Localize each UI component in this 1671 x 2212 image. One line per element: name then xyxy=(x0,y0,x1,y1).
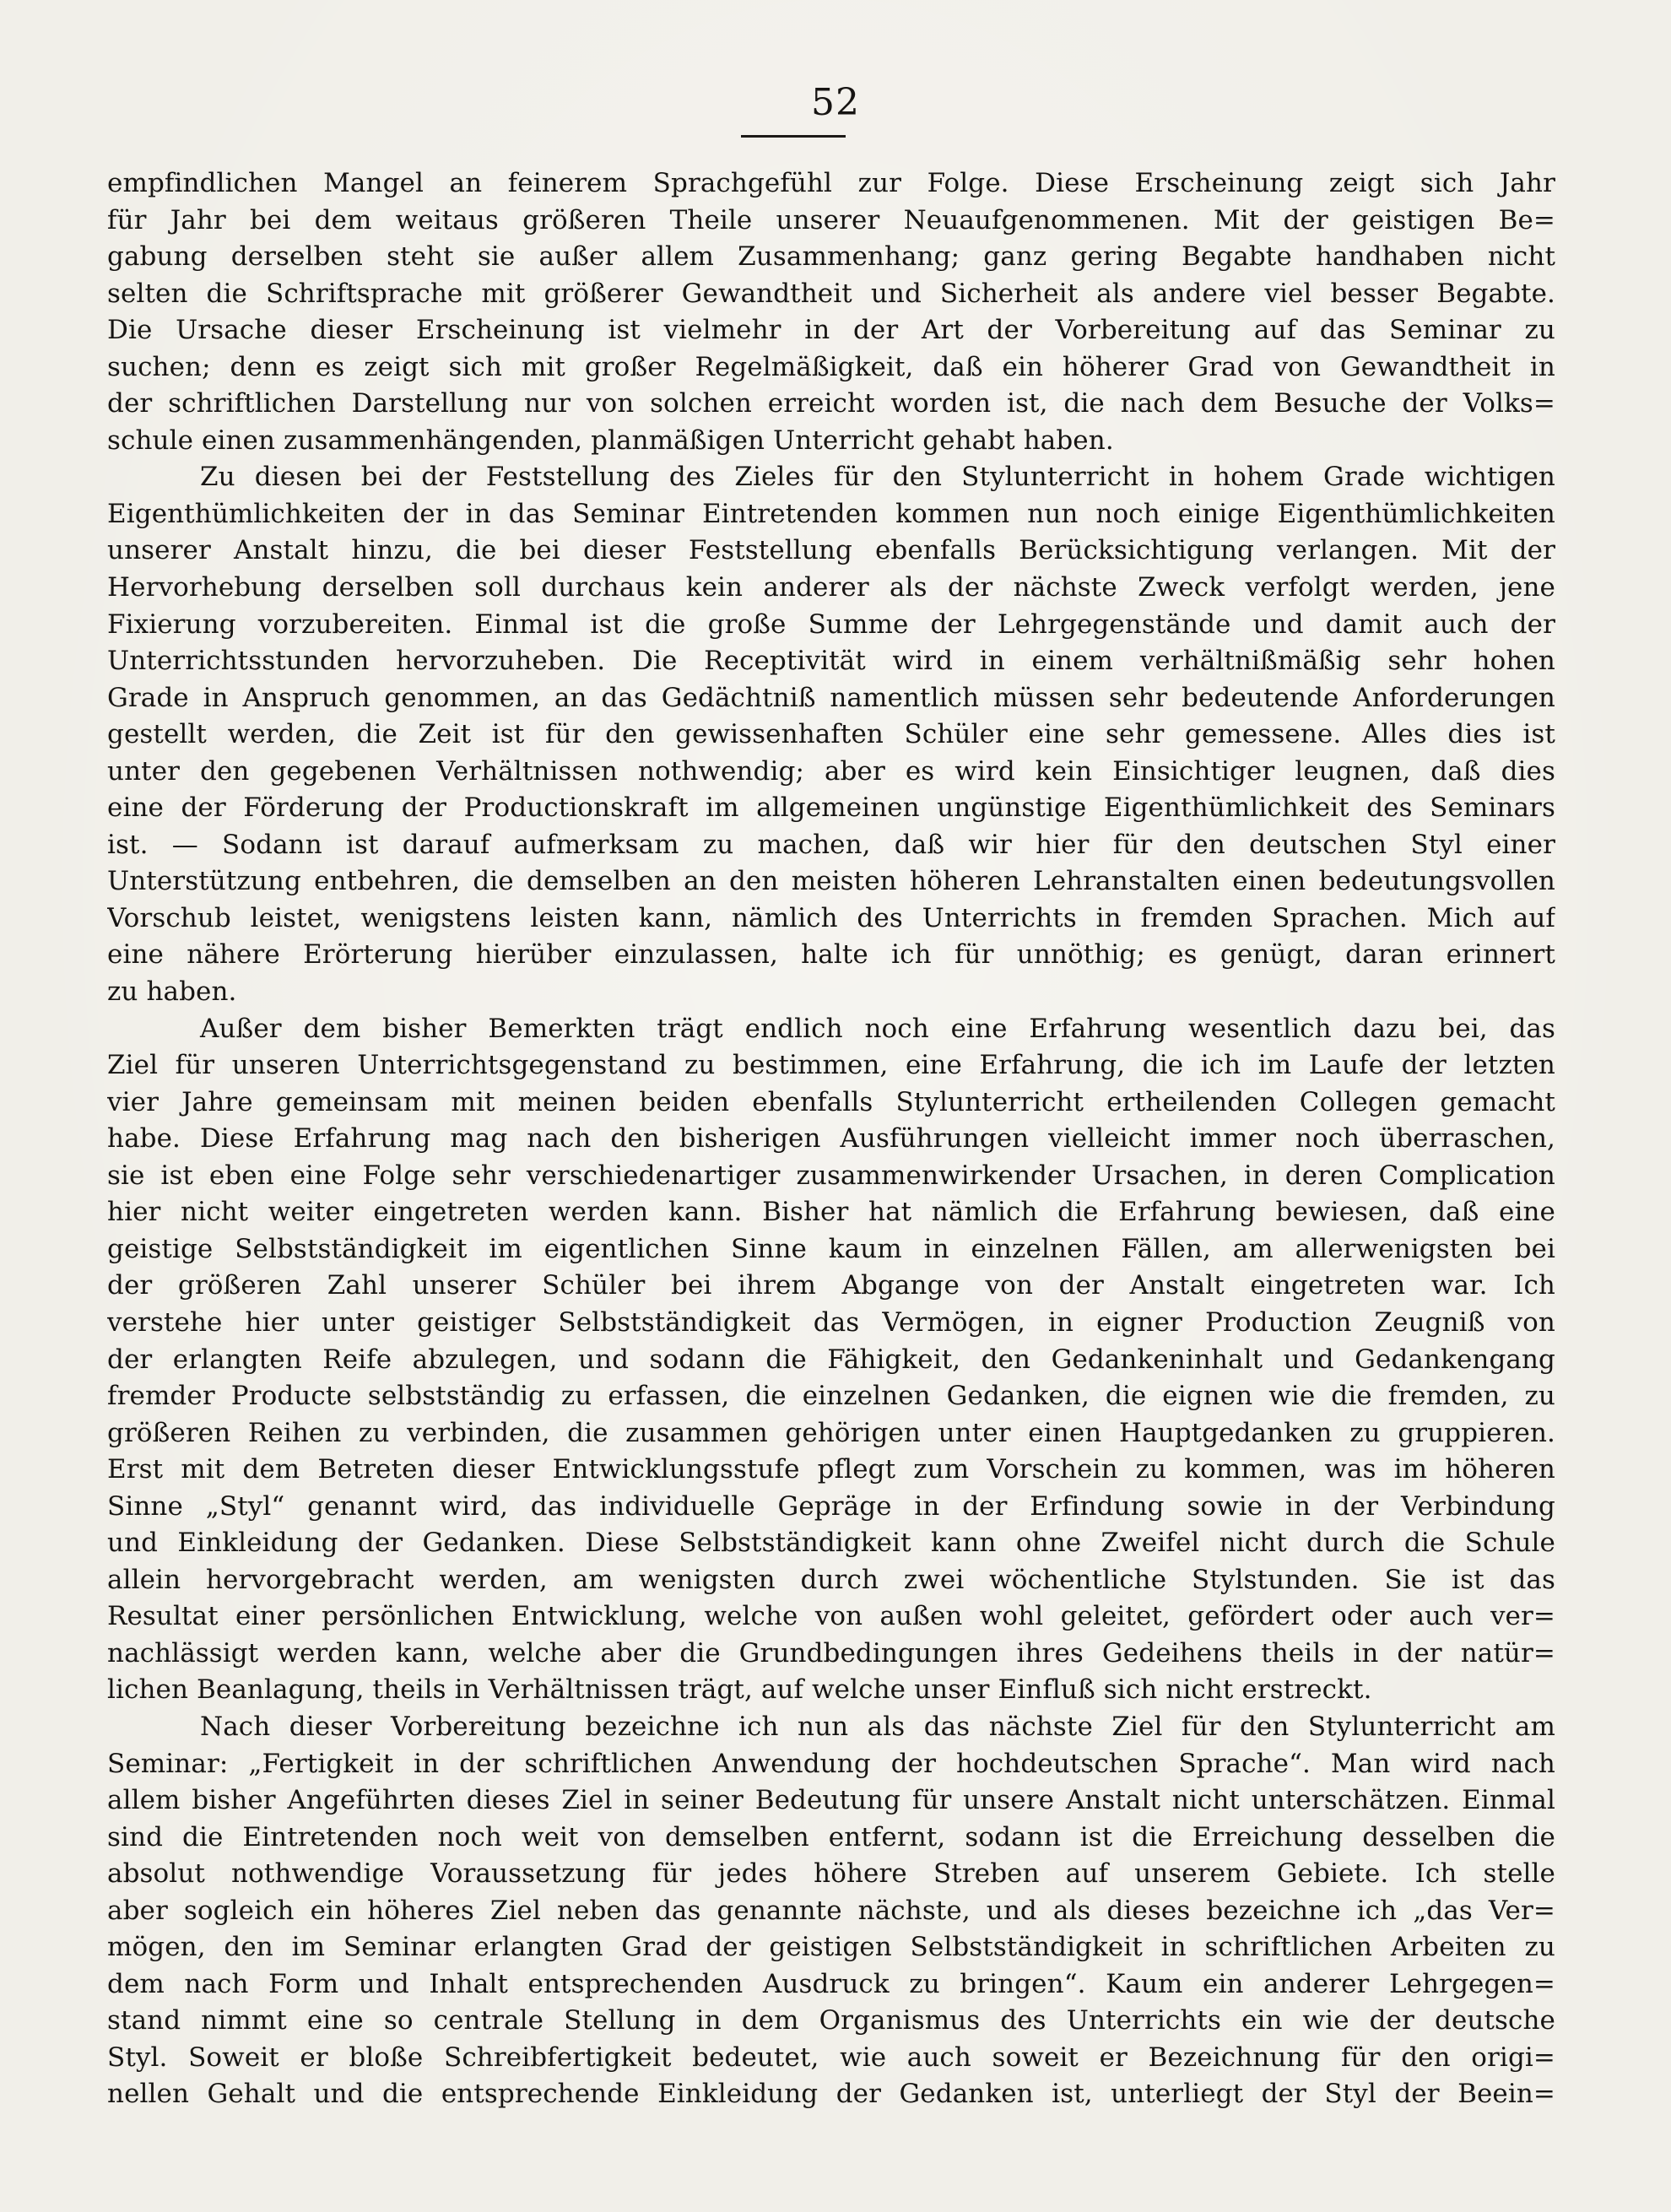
text-line: Seminar: „Fertigkeit in der schriftlichen Anwendung der hochdeutschen Sprache“. Man wird nach xyxy=(107,1748,1555,1779)
text-line: der erlangten Reife abzulegen, und sodann die Fähigkeit, den Gedankeninhalt und Gedankengang xyxy=(107,1344,1555,1375)
text-line: schule einen zusammenhängenden, planmäßigen Unterricht gehabt haben. xyxy=(107,425,1114,456)
text-line: habe. Diese Erfahrung mag nach den bisherigen Ausführungen vielleicht immer noch überraschen, xyxy=(107,1123,1555,1155)
text-line: Ziel für unseren Unterrichtsgegenstand zu bestimmen, eine Erfahrung, die ich im Laufe der letzten xyxy=(107,1050,1555,1081)
text-line: Außer dem bisher Bemerkten trägt endlich noch eine Erfahrung wesentlich dazu bei, das xyxy=(200,1013,1555,1044)
text-line: der größeren Zahl unserer Schüler bei ihrem Abgange von der Anstalt eingetreten war. Ich xyxy=(107,1270,1555,1301)
text-line: suchen; denn es zeigt sich mit großer Regelmäßigkeit, daß ein höherer Grad von Gewandtheit in xyxy=(107,351,1555,382)
text-line: empfindlichen Mangel an feinerem Sprachgefühl zur Folge. Diese Erscheinung zeigt sich Jahr xyxy=(107,168,1555,198)
text-line: größeren Reihen zu verbinden, die zusammen gehörigen unter einen Hauptgedanken zu gruppieren. xyxy=(107,1417,1555,1448)
text-line: Vorschub leistet, wenigstens leisten kann, nämlich des Unterrichts in fremden Sprachen. Mich auf xyxy=(107,902,1555,933)
text-line: aber sogleich ein höheres Ziel neben das genannte nächste, und als dieses bezeichne ich „das Ver= xyxy=(107,1895,1555,1926)
text-line: unter den gegebenen Verhältnissen nothwendig; aber es wird kein Einsichtiger leugnen, daß dies xyxy=(107,755,1555,787)
text-line: Zu diesen bei der Feststellung des Zieles für den Stylunterricht in hohem Grade wichtigen xyxy=(200,462,1555,493)
text-line: und Einkleidung der Gedanken. Diese Selbstständigkeit kann ohne Zweifel nicht durch die Schule xyxy=(107,1528,1555,1559)
text-line: Styl. Soweit er bloße Schreibfertigkeit bedeutet, wie auch soweit er Bezeichnung für den origi= xyxy=(107,2042,1555,2073)
text-line: gabung derselben steht sie außer allem Zusammenhang; ganz gering Begabte handhaben nicht xyxy=(107,241,1555,273)
text-line: Grade in Anspruch genommen, an das Gedächtniß namentlich müssen sehr bedeutende Anforderungen xyxy=(107,682,1555,713)
text-line: nachlässigt werden kann, welche aber die Grundbedingungen ihres Gedeihens theils in der natür= xyxy=(107,1637,1555,1668)
text-line: gestellt werden, die Zeit ist für den gewissenhaften Schüler eine sehr gemessene. Alles dies ist xyxy=(107,719,1555,750)
text-line: für Jahr bei dem weitaus größeren Theile unserer Neuaufgenommenen. Mit der geistigen Be= xyxy=(107,204,1555,235)
text-line: mögen, den im Seminar erlangten Grad der geistigen Selbstständigkeit in schriftlichen Arbeiten zu xyxy=(107,1932,1555,1963)
text-line: Sinne „Styl“ genannt wird, das individuelle Gepräge in der Erfindung sowie in der Verbindung xyxy=(107,1490,1555,1522)
text-line: fremder Producte selbstständig zu erfassen, die einzelnen Gedanken, die eignen wie die fremden, zu xyxy=(107,1381,1555,1412)
body-text xyxy=(107,165,1555,2113)
text-line: Eigenthümlichkeiten der in das Seminar Eintretenden kommen nun noch einige Eigenthümlichkeiten xyxy=(107,498,1555,529)
text-line: Unterrichtsstunden hervorzuheben. Die Receptivität wird in einem verhältnißmäßig sehr hohen xyxy=(107,646,1555,677)
text-line: geistige Selbstständigkeit im eigentlichen Sinne kaum in einzelnen Fällen, am allerwenigsten bei xyxy=(107,1233,1555,1264)
text-line: eine nähere Erörterung hierüber einzulassen, halte ich für unnöthig; es genügt, daran erinnert xyxy=(107,939,1555,971)
page-number: 52 xyxy=(811,81,860,124)
text-line: ist. — Sodann ist darauf aufmerksam zu machen, daß wir hier für den deutschen Styl einer xyxy=(107,829,1555,860)
text-line: stand nimmt eine so centrale Stellung in dem Organismus des Unterrichts ein wie der deutsche xyxy=(107,2005,1555,2036)
text-line: nellen Gehalt und die entsprechende Einkleidung der Gedanken ist, unterliegt der Styl der Beein= xyxy=(107,2079,1555,2110)
text-line: Unterstützung entbehren, die demselben an den meisten höheren Lehranstalten einen bedeutungsvollen xyxy=(107,866,1555,897)
text-line: der schriftlichen Darstellung nur von solchen erreicht worden ist, die nach dem Besuche der Volks= xyxy=(107,388,1555,419)
text-line: Fixierung vorzubereiten. Einmal ist die große Summe der Lehrgegenstände und damit auch der xyxy=(107,608,1555,640)
text-line: verstehe hier unter geistiger Selbstständigkeit das Vermögen, in eigner Production Zeugniß von xyxy=(107,1306,1555,1338)
text-line: Hervorhebung derselben soll durchaus kein anderer als der nächste Zweck verfolgt werden, jene xyxy=(107,572,1555,603)
text-line: sind die Eintretenden noch weit von demselben entfernt, sodann ist die Erreichung desselben die xyxy=(107,1821,1555,1852)
text-line: unserer Anstalt hinzu, die bei dieser Feststellung ebenfalls Berücksichtigung verlangen. Mit der xyxy=(107,535,1555,566)
text-line: Erst mit dem Betreten dieser Entwicklungsstufe pflegt zum Vorschein zu kommen, was im höheren xyxy=(107,1454,1555,1485)
text-line: vier Jahre gemeinsam mit meinen beiden ebenfalls Stylunterricht ertheilenden Collegen gemacht xyxy=(107,1086,1555,1117)
text-line: Die Ursache dieser Erscheinung ist vielmehr in der Art der Vorbereitung auf das Seminar zu xyxy=(107,315,1555,346)
text-line: lichen Beanlagung, theils in Verhältnissen trägt, auf welche unser Einfluß sich nicht erstreckt. xyxy=(107,1674,1372,1706)
text-line: allem bisher Angeführten dieses Ziel in seiner Bedeutung für unsere Anstalt nicht unterschätzen. Einmal xyxy=(107,1785,1555,1816)
text-line: allein hervorgebracht werden, am wenigsten durch zwei wöchentliche Stylstunden. Sie ist das xyxy=(107,1564,1555,1595)
text-line: hier nicht weiter eingetreten werden kann. Bisher hat nämlich die Erfahrung bewiesen, daß eine xyxy=(107,1197,1555,1228)
text-line: zu haben. xyxy=(107,976,237,1008)
text-line: Resultat einer persönlichen Entwicklung, welche von außen wohl geleitet, gefördert oder auch ver= xyxy=(107,1601,1555,1632)
text-line: sie ist eben eine Folge sehr verschiedenartiger zusammenwirkender Ursachen, in deren Complication xyxy=(107,1160,1555,1191)
page-number-rule xyxy=(741,135,846,138)
text-line: absolut nothwendige Voraussetzung für jedes höhere Streben auf unserem Gebiete. Ich stelle xyxy=(107,1858,1555,1890)
text-line: selten die Schriftsprache mit größerer Gewandtheit und Sicherheit als andere viel besser Begabte. xyxy=(107,278,1555,309)
text-line: dem nach Form und Inhalt entsprechenden Ausdruck zu bringen“. Kaum ein anderer Lehrgegen= xyxy=(107,1968,1555,1999)
text-line: eine der Förderung der Productionskraft im allgemeinen ungünstige Eigenthümlichkeit des Seminars xyxy=(107,792,1555,824)
text-line: Nach dieser Vorbereitung bezeichne ich nun als das nächste Ziel für den Stylunterricht am xyxy=(200,1711,1555,1742)
